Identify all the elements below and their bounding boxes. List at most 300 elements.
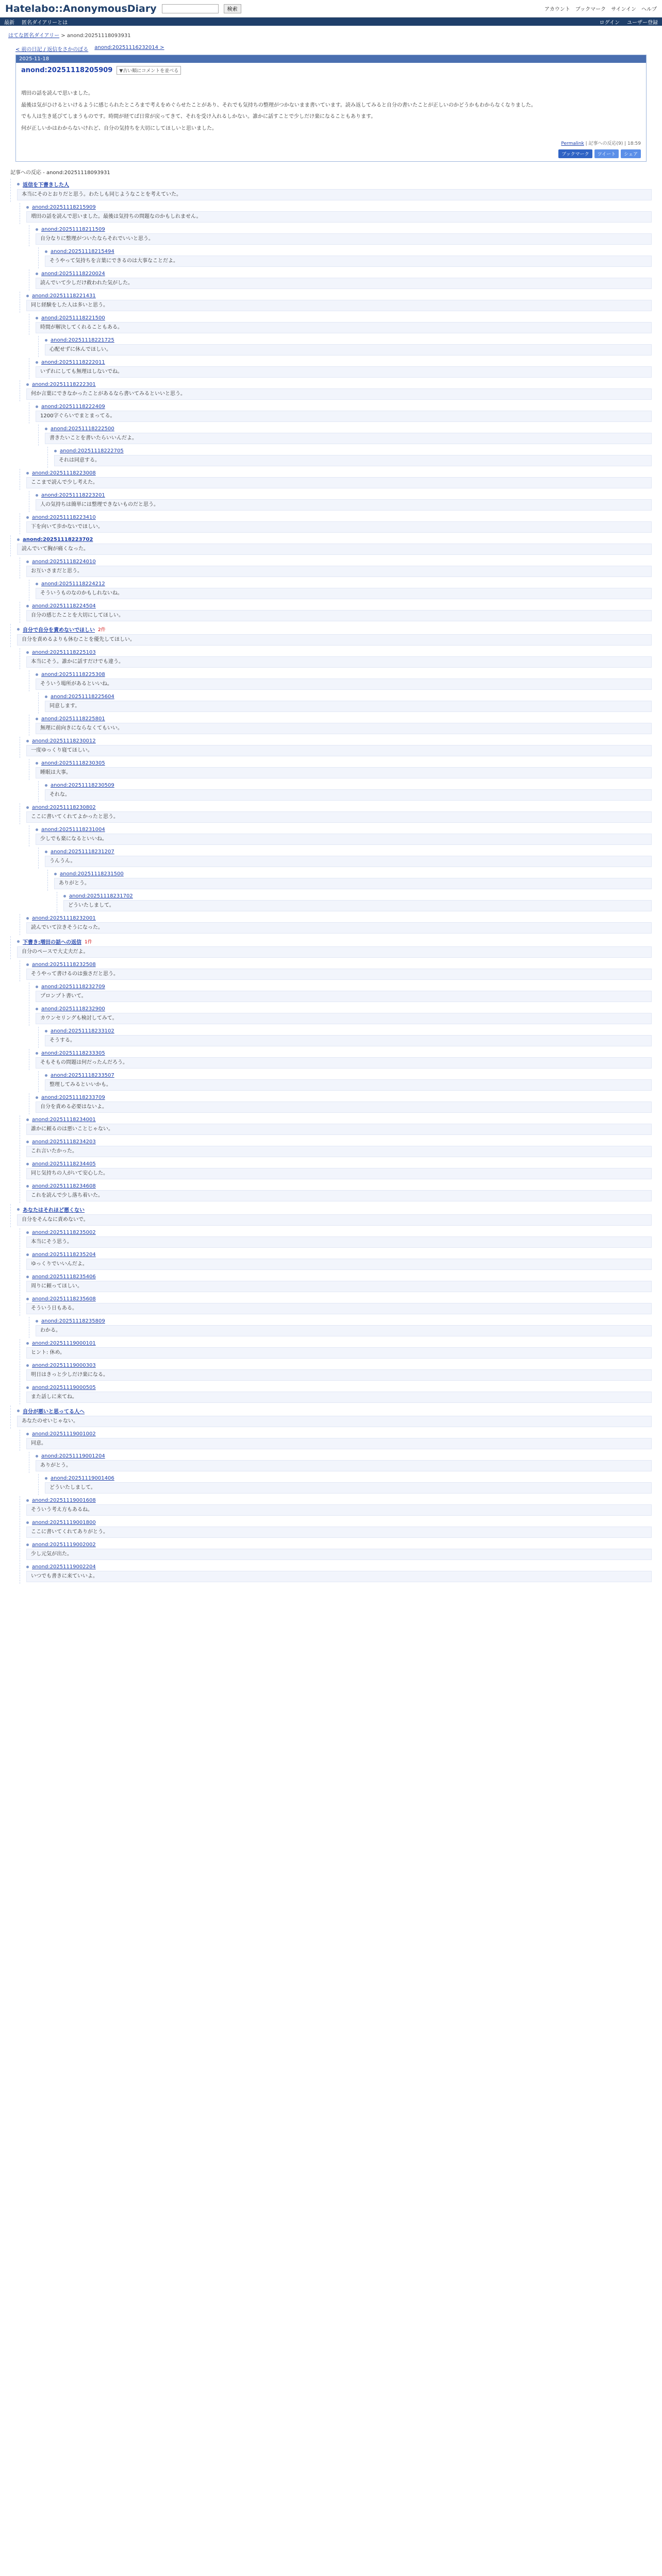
reply-item bbox=[20, 602, 652, 623]
reply-item bbox=[29, 1005, 652, 1026]
reply-author-link[interactable]: anond:20251118215494 bbox=[51, 249, 114, 255]
share-buttons bbox=[21, 149, 641, 158]
reply-item bbox=[38, 692, 652, 714]
reply-header bbox=[26, 205, 652, 210]
reply-text: 一度ゆっくり寝てほしい。 bbox=[26, 745, 652, 756]
reply-header bbox=[45, 1028, 652, 1034]
reply-author-link[interactable]: anond:20251118231004 bbox=[41, 827, 105, 833]
reply-header bbox=[26, 1542, 652, 1548]
top-link-help[interactable]: ヘルプ bbox=[641, 7, 657, 12]
reply-header bbox=[17, 537, 652, 543]
reply-author-link[interactable]: あなたはそれほど悪くない bbox=[23, 1208, 85, 1213]
reply-author-link[interactable]: anond:20251118235204 bbox=[32, 1252, 96, 1258]
reply-item bbox=[20, 1563, 652, 1584]
reply-author-link[interactable]: anond:20251118224010 bbox=[32, 559, 96, 565]
reply-item bbox=[20, 1430, 652, 1451]
reply-author-link[interactable]: anond:20251119000101 bbox=[32, 1341, 96, 1346]
reply-item bbox=[38, 781, 652, 802]
reply-count-badge: 2件 bbox=[98, 628, 106, 633]
reply-author-link[interactable]: anond:20251118233709 bbox=[41, 1095, 105, 1100]
reply-count-badge: 1件 bbox=[85, 940, 92, 945]
reply-item bbox=[20, 292, 652, 313]
bullet-icon bbox=[26, 1276, 29, 1278]
reply-header bbox=[17, 1206, 652, 1213]
reply-author-link[interactable]: anond:20251119001204 bbox=[41, 1453, 105, 1459]
bullet-icon bbox=[26, 1433, 29, 1435]
reply-text: 無理に前向きにならなくてもいい。 bbox=[36, 723, 652, 734]
reply-header bbox=[36, 493, 652, 498]
bullet-icon bbox=[26, 383, 29, 386]
reply-header bbox=[17, 625, 652, 633]
reply-header bbox=[26, 470, 652, 476]
reply-author-link[interactable]: anond:20251118233102 bbox=[51, 1028, 114, 1034]
reply-item bbox=[10, 1405, 652, 1429]
reply-author-link[interactable]: anond:20251118235406 bbox=[32, 1274, 96, 1280]
reply-text: どういたしまして。 bbox=[45, 1482, 652, 1494]
reply-header bbox=[36, 271, 652, 277]
reply-header bbox=[36, 404, 652, 410]
nav-bar bbox=[0, 18, 662, 26]
reply-text: それは同意する。 bbox=[54, 455, 652, 466]
reply-text: そういう場所があるといいね。 bbox=[36, 679, 652, 690]
reply-author-link[interactable]: anond:20251118234203 bbox=[32, 1139, 96, 1145]
reply-author-link[interactable]: anond:20251119001608 bbox=[32, 1498, 96, 1503]
reply-item bbox=[29, 225, 652, 246]
reply-text: 本当にそう思う。 bbox=[26, 1236, 652, 1248]
bullet-icon bbox=[26, 605, 29, 607]
bullet-icon bbox=[36, 1096, 38, 1099]
reply-text: 明日はきっと少しだけ楽になる。 bbox=[26, 1369, 652, 1381]
reply-author-link[interactable]: anond:20251118231207 bbox=[51, 849, 114, 855]
reply-item bbox=[20, 1383, 652, 1404]
reply-header bbox=[36, 1050, 652, 1056]
reply-header bbox=[36, 360, 652, 365]
bullet-icon bbox=[45, 784, 47, 787]
reply-header bbox=[45, 783, 652, 788]
reply-text: 自分を責める必要はないよ。 bbox=[36, 1101, 652, 1113]
entry-paragraph: でも人は生き延びてしまうものです。時間が経てば日常が戻ってきて、それを受け入れるしかない。誰かに話すことで少しだけ楽になることもあります。 bbox=[21, 114, 376, 120]
reply-author-link[interactable]: anond:20251118234608 bbox=[32, 1183, 96, 1189]
reply-author-link[interactable]: 下書き:増田の話への返信 bbox=[23, 940, 81, 945]
bullet-icon bbox=[26, 1364, 29, 1367]
permalink[interactable]: Permalink bbox=[561, 141, 584, 146]
bullet-icon bbox=[36, 317, 38, 319]
reply-item bbox=[20, 203, 652, 224]
reply-header bbox=[26, 1230, 652, 1235]
reply-item bbox=[10, 1204, 652, 1227]
nav-login[interactable]: ログイン bbox=[599, 20, 620, 26]
breadcrumb-home[interactable]: はてな匿名ダイアリー bbox=[8, 33, 60, 39]
reply-item bbox=[29, 269, 652, 291]
reply-text: 書きたいことを書いたらいいんだよ。 bbox=[45, 433, 652, 444]
bullet-icon bbox=[26, 206, 29, 209]
reply-author-link[interactable]: anond:20251118222409 bbox=[41, 404, 105, 410]
bullet-icon bbox=[26, 1118, 29, 1121]
reply-author-link[interactable]: anond:20251118222500 bbox=[51, 426, 114, 432]
reply-header bbox=[17, 180, 652, 188]
nav-register[interactable]: ユーザー登録 bbox=[627, 20, 658, 26]
reply-header bbox=[26, 515, 652, 520]
reply-text: 整理してみるといいかも。 bbox=[45, 1079, 652, 1091]
pager-next[interactable]: anond:20251116232014 > bbox=[94, 45, 164, 50]
bullet-icon bbox=[26, 1386, 29, 1389]
bullet-icon bbox=[26, 1141, 29, 1143]
reply-header bbox=[54, 871, 652, 877]
bullet-icon bbox=[54, 450, 57, 452]
reply-header bbox=[54, 448, 652, 454]
reply-author-link[interactable]: anond:20251118223008 bbox=[32, 470, 96, 476]
reply-author-link[interactable]: anond:20251119000505 bbox=[32, 1385, 96, 1391]
reply-text: 読んでいて少しだけ救われた気がした。 bbox=[36, 278, 652, 289]
reply-header bbox=[26, 738, 652, 744]
reply-author-link[interactable]: anond:20251118223702 bbox=[23, 537, 93, 543]
reply-author-link[interactable]: anond:20251118222011 bbox=[41, 360, 105, 365]
bullet-icon bbox=[17, 940, 20, 943]
reply-item bbox=[57, 892, 652, 913]
bullet-icon bbox=[36, 494, 38, 497]
reply-author-link[interactable]: anond:20251118232709 bbox=[41, 984, 105, 990]
reply-header bbox=[26, 559, 652, 565]
reply-author-link[interactable]: anond:20251118230012 bbox=[32, 738, 96, 744]
reply-header bbox=[26, 1139, 652, 1145]
tweet-button[interactable]: ツイート bbox=[594, 149, 619, 158]
reply-text: ヒント: 休め。 bbox=[26, 1347, 652, 1359]
bullet-icon bbox=[45, 1074, 47, 1077]
top-link-account[interactable]: アカウント bbox=[544, 7, 570, 12]
reply-author-link[interactable]: anond:20251118211509 bbox=[41, 227, 105, 232]
breadcrumb bbox=[0, 26, 662, 42]
reply-header bbox=[36, 1095, 652, 1100]
nav-latest[interactable]: 最新 bbox=[4, 20, 14, 26]
reply-text: 同意。 bbox=[26, 1438, 652, 1449]
reply-text: 睡眠は大事。 bbox=[36, 767, 652, 778]
entry-footer bbox=[21, 140, 641, 146]
reply-author-link[interactable]: anond:20251118232001 bbox=[32, 916, 96, 921]
bullet-icon bbox=[45, 1030, 47, 1032]
reply-item bbox=[47, 870, 652, 891]
reply-author-link[interactable]: anond:20251118221725 bbox=[51, 337, 114, 343]
reply-text: 心配せずに休んでほしい。 bbox=[45, 344, 652, 355]
reply-text: うんうん。 bbox=[45, 856, 652, 867]
reply-item bbox=[10, 624, 652, 647]
reply-item bbox=[20, 1540, 652, 1562]
pager-prev[interactable]: < 前の日記 / 返信をさかのぼる bbox=[15, 47, 89, 53]
reply-text: どういたしまして。 bbox=[63, 900, 652, 911]
reply-text: ゆっくりでいいんだよ。 bbox=[26, 1259, 652, 1270]
bullet-icon bbox=[26, 806, 29, 809]
reply-item bbox=[38, 425, 652, 446]
bullet-icon bbox=[63, 895, 66, 897]
search-input[interactable] bbox=[162, 4, 219, 13]
reply-item bbox=[20, 803, 652, 824]
reply-author-link[interactable]: anond:20251119002002 bbox=[32, 1542, 96, 1548]
entry-title-row bbox=[21, 66, 641, 75]
reply-item bbox=[29, 491, 652, 512]
reply-author-link[interactable]: anond:20251118223410 bbox=[32, 515, 96, 520]
reply-header bbox=[26, 1252, 652, 1258]
reply-author-link[interactable]: 返信を下書きした人 bbox=[23, 182, 69, 188]
reply-text: これを読んで少し落ち着いた。 bbox=[26, 1190, 652, 1201]
reply-header bbox=[26, 1385, 652, 1391]
reply-header bbox=[36, 315, 652, 321]
reply-header bbox=[36, 1006, 652, 1012]
reply-text: 少しでも楽になるといいね。 bbox=[36, 834, 652, 845]
reply-header bbox=[45, 337, 652, 343]
bullet-icon bbox=[17, 183, 20, 185]
bullet-icon bbox=[26, 963, 29, 966]
reply-text: それな。 bbox=[45, 789, 652, 801]
reply-item bbox=[20, 914, 652, 935]
reply-author-link[interactable]: anond:20251118235608 bbox=[32, 1296, 96, 1302]
bullet-icon bbox=[36, 361, 38, 364]
top-link-signin[interactable]: サインイン bbox=[611, 7, 636, 12]
reply-author-link[interactable]: anond:20251118225103 bbox=[32, 650, 96, 655]
reply-item bbox=[20, 1228, 652, 1249]
reply-text: 同じ経験をした人は多いと思う。 bbox=[26, 300, 652, 311]
bullet-icon bbox=[36, 1052, 38, 1055]
reply-text: 周りに頼ってほしい。 bbox=[26, 1281, 652, 1292]
bullet-icon bbox=[26, 740, 29, 742]
reply-header bbox=[45, 849, 652, 855]
top-bar bbox=[0, 0, 662, 18]
reply-text: ありがとう。 bbox=[36, 1460, 652, 1471]
reply-author-link[interactable]: anond:20251118221500 bbox=[41, 315, 105, 321]
reply-item bbox=[20, 557, 652, 579]
reply-item bbox=[29, 1317, 652, 1338]
reply-header bbox=[26, 1161, 652, 1167]
reply-text: 1200字ぐらいでまとまってる。 bbox=[36, 411, 652, 422]
reply-item bbox=[47, 447, 652, 468]
reply-author-link[interactable]: anond:20251118222301 bbox=[32, 382, 96, 387]
reply-text: 少し元気が出た。 bbox=[26, 1549, 652, 1560]
reply-item bbox=[20, 1295, 652, 1316]
reply-header bbox=[26, 1274, 652, 1280]
reply-text: そうする。 bbox=[45, 1035, 652, 1046]
top-link-bookmark[interactable]: ブックマーク bbox=[575, 7, 606, 12]
reply-header bbox=[36, 716, 652, 722]
reply-header bbox=[26, 603, 652, 609]
reply-author-link[interactable]: anond:20251118225308 bbox=[41, 672, 105, 677]
reply-author-link[interactable]: anond:20251118231500 bbox=[60, 871, 124, 877]
reply-header bbox=[45, 1476, 652, 1481]
reply-text: あなたのせいじゃない。 bbox=[17, 1416, 652, 1427]
reply-author-link[interactable]: anond:20251118225604 bbox=[51, 694, 114, 700]
reply-author-link[interactable]: anond:20251118220024 bbox=[41, 271, 105, 277]
reply-author-link[interactable]: anond:20251118235002 bbox=[32, 1230, 96, 1235]
reply-item bbox=[20, 1361, 652, 1382]
reply-item bbox=[29, 670, 652, 691]
reply-item bbox=[20, 1160, 652, 1181]
bullet-icon bbox=[36, 273, 38, 275]
reply-item bbox=[20, 1496, 652, 1517]
reply-author-link[interactable]: anond:20251118233507 bbox=[51, 1073, 114, 1078]
bookmark-button[interactable]: ブックマーク bbox=[558, 149, 592, 158]
reply-author-link[interactable]: anond:20251118230802 bbox=[32, 805, 96, 810]
reply-header bbox=[36, 984, 652, 990]
reply-item bbox=[20, 648, 652, 669]
reply-text: わかる。 bbox=[36, 1325, 652, 1336]
bullet-icon bbox=[26, 1521, 29, 1524]
search-button[interactable]: 検索 bbox=[224, 4, 241, 13]
reply-author-link[interactable]: 自分で自分を責めないでほしい bbox=[23, 628, 95, 633]
reply-header bbox=[26, 805, 652, 810]
reply-author-link[interactable]: anond:20251118234001 bbox=[32, 1117, 96, 1123]
bullet-icon bbox=[26, 1231, 29, 1234]
reply-item bbox=[20, 1182, 652, 1203]
reply-text: ここに書いてくれてありがとう。 bbox=[26, 1527, 652, 1538]
reply-header bbox=[36, 581, 652, 587]
bullet-icon bbox=[26, 1253, 29, 1256]
reply-header bbox=[36, 1318, 652, 1324]
entry-title[interactable]: anond:20251118205909 bbox=[21, 66, 113, 74]
reply-text: 自分の感じたことを大切にしてほしい。 bbox=[26, 610, 652, 621]
breadcrumb-current: anond:20251118093931 bbox=[67, 33, 131, 39]
reply-author-link[interactable]: 自分が悪いと思ってる人へ bbox=[23, 1409, 85, 1415]
reply-item bbox=[20, 1138, 652, 1159]
reply-text: 同じ気持ちの人がいて安心した。 bbox=[26, 1168, 652, 1179]
reply-text: 下を向いて歩かないでほしい。 bbox=[26, 521, 652, 533]
reply-header bbox=[26, 1520, 652, 1526]
reply-author-link[interactable]: anond:20251118215909 bbox=[32, 205, 96, 210]
reply-author-link[interactable]: anond:20251118224504 bbox=[32, 603, 96, 609]
reply-text: 増田の話を読んで思いました。最後は気持ちの問題なのかもしれません。 bbox=[26, 211, 652, 223]
bullet-icon bbox=[26, 561, 29, 563]
reply-item bbox=[20, 380, 652, 401]
reply-author-link[interactable]: anond:20251119000303 bbox=[32, 1363, 96, 1368]
bullet-icon bbox=[36, 673, 38, 676]
reply-author-link[interactable]: anond:20251118232508 bbox=[32, 962, 96, 968]
bullet-icon bbox=[36, 405, 38, 408]
reply-text: そもそもの問題は何だったんだろう。 bbox=[36, 1057, 652, 1069]
bullet-icon bbox=[45, 250, 47, 253]
reply-author-link[interactable]: anond:20251119001406 bbox=[51, 1476, 114, 1481]
bullet-icon bbox=[26, 651, 29, 654]
reply-header bbox=[36, 672, 652, 677]
reply-author-link[interactable]: anond:20251118232900 bbox=[41, 1006, 105, 1012]
reply-item bbox=[29, 759, 652, 780]
reply-item bbox=[20, 1339, 652, 1360]
reply-author-link[interactable]: anond:20251119002204 bbox=[32, 1564, 96, 1570]
site-logo[interactable]: Hatelabo::AnonymousDiary bbox=[5, 3, 157, 14]
reply-text: 自分のペースで大丈夫だよ。 bbox=[17, 946, 652, 958]
reply-header bbox=[63, 893, 652, 899]
reply-header bbox=[26, 916, 652, 921]
reply-header bbox=[45, 694, 652, 700]
reply-item bbox=[29, 402, 652, 423]
bullet-icon bbox=[45, 1477, 47, 1480]
bullet-icon bbox=[26, 1566, 29, 1568]
reply-header bbox=[26, 1431, 652, 1437]
reply-header bbox=[26, 293, 652, 299]
reply-text: 自分を責めるよりも休むことを優先してほしい。 bbox=[17, 634, 652, 646]
share-button[interactable]: シェア bbox=[621, 149, 641, 158]
reply-header bbox=[26, 382, 652, 387]
reply-author-link[interactable]: anond:20251118230305 bbox=[41, 760, 105, 766]
reply-author-link[interactable]: anond:20251118222705 bbox=[60, 448, 124, 454]
reply-text: ここまで読んで少し考えた。 bbox=[26, 477, 652, 488]
reply-item bbox=[20, 1518, 652, 1539]
reply-header bbox=[26, 1341, 652, 1346]
nav-about[interactable]: 匿名ダイアリーとは bbox=[22, 20, 68, 26]
reply-text: お互いさまだと思う。 bbox=[26, 566, 652, 577]
reply-item bbox=[29, 1452, 652, 1473]
bullet-icon bbox=[36, 583, 38, 585]
bullet-icon bbox=[17, 1410, 20, 1412]
bullet-icon bbox=[17, 538, 20, 541]
reply-text: 本当にそのとおりだと思う。わたしも同じようなことを考えていた。 bbox=[17, 189, 652, 200]
reply-header bbox=[26, 1498, 652, 1503]
bullet-icon bbox=[45, 696, 47, 698]
reply-item bbox=[10, 936, 652, 959]
sort-toggle[interactable]: ▼古い順にコメントを並べる bbox=[117, 66, 181, 75]
reply-author-link[interactable]: anond:20251118231702 bbox=[69, 893, 133, 899]
entry-paragraph: 最後は気がひけるといけるように感じられたところまで考えをめぐらせたことがあり、それでも気持ちの整理がつかないまま書いています。読み返してみると自分の書いたことが正しいのかどうかもわからなくなりました。 bbox=[21, 102, 536, 108]
reply-author-link[interactable]: anond:20251118225801 bbox=[41, 716, 105, 722]
reply-item bbox=[29, 1093, 652, 1114]
reply-item bbox=[38, 336, 652, 357]
entry-paragraph: 増田の話を読んで思いました。 bbox=[21, 91, 93, 96]
bullet-icon bbox=[36, 986, 38, 988]
reply-text: いつでも書きに来ていいよ。 bbox=[26, 1571, 652, 1582]
bullet-icon bbox=[36, 1320, 38, 1323]
reply-header bbox=[45, 249, 652, 255]
entry-meta: | 記事への反応(9) | 18:59 bbox=[585, 141, 641, 146]
bullet-icon bbox=[26, 1185, 29, 1188]
reply-author-link[interactable]: anond:20251118230509 bbox=[51, 783, 114, 788]
reply-item bbox=[29, 715, 652, 736]
reply-item bbox=[29, 358, 652, 379]
bullet-icon bbox=[36, 828, 38, 831]
reply-text: そういうものなのかもしれないね。 bbox=[36, 588, 652, 599]
reply-author-link[interactable]: anond:20251118221431 bbox=[32, 293, 96, 299]
reply-text: 読んでいて泣きそうになった。 bbox=[26, 922, 652, 934]
reply-text: そういう考え方もあるね。 bbox=[26, 1504, 652, 1516]
reply-item bbox=[29, 314, 652, 335]
reply-text: プロンプト書いて。 bbox=[36, 991, 652, 1002]
reply-list bbox=[10, 179, 652, 1584]
bullet-icon bbox=[36, 1008, 38, 1010]
reply-header bbox=[26, 1363, 652, 1368]
reply-text: 時間が解決してくれることもある。 bbox=[36, 322, 652, 333]
entry-date: 2025-11-18 bbox=[16, 55, 646, 63]
reply-author-link[interactable]: anond:20251118235809 bbox=[41, 1318, 105, 1324]
reply-header bbox=[45, 426, 652, 432]
reply-item bbox=[20, 1273, 652, 1294]
pager bbox=[15, 45, 647, 53]
reply-item bbox=[20, 1115, 652, 1137]
reply-text: これ言いたかった。 bbox=[26, 1146, 652, 1157]
reply-text: 何か言葉にできなかったことがあるなら書いてみるといいと思う。 bbox=[26, 388, 652, 400]
reply-author-link[interactable]: anond:20251119001002 bbox=[32, 1431, 96, 1437]
reply-item bbox=[10, 179, 652, 202]
reply-header bbox=[17, 1407, 652, 1415]
reply-item bbox=[38, 1474, 652, 1495]
reply-author-link[interactable]: anond:20251119001800 bbox=[32, 1520, 96, 1526]
reply-author-link[interactable]: anond:20251118224212 bbox=[41, 581, 105, 587]
top-links bbox=[544, 5, 657, 12]
reply-author-link[interactable]: anond:20251118234405 bbox=[32, 1161, 96, 1167]
reply-author-link[interactable]: anond:20251118233305 bbox=[41, 1050, 105, 1056]
reply-text: ありがとう。 bbox=[54, 878, 652, 889]
bullet-icon bbox=[17, 1208, 20, 1211]
bullet-icon bbox=[26, 1163, 29, 1165]
reply-header bbox=[36, 760, 652, 766]
reply-header bbox=[26, 650, 652, 655]
bullet-icon bbox=[45, 428, 47, 430]
reply-author-link[interactable]: anond:20251118223201 bbox=[41, 493, 105, 498]
bullet-icon bbox=[26, 472, 29, 474]
reply-text: 自分なりに整理がついたならそれでいいと思う。 bbox=[36, 233, 652, 245]
